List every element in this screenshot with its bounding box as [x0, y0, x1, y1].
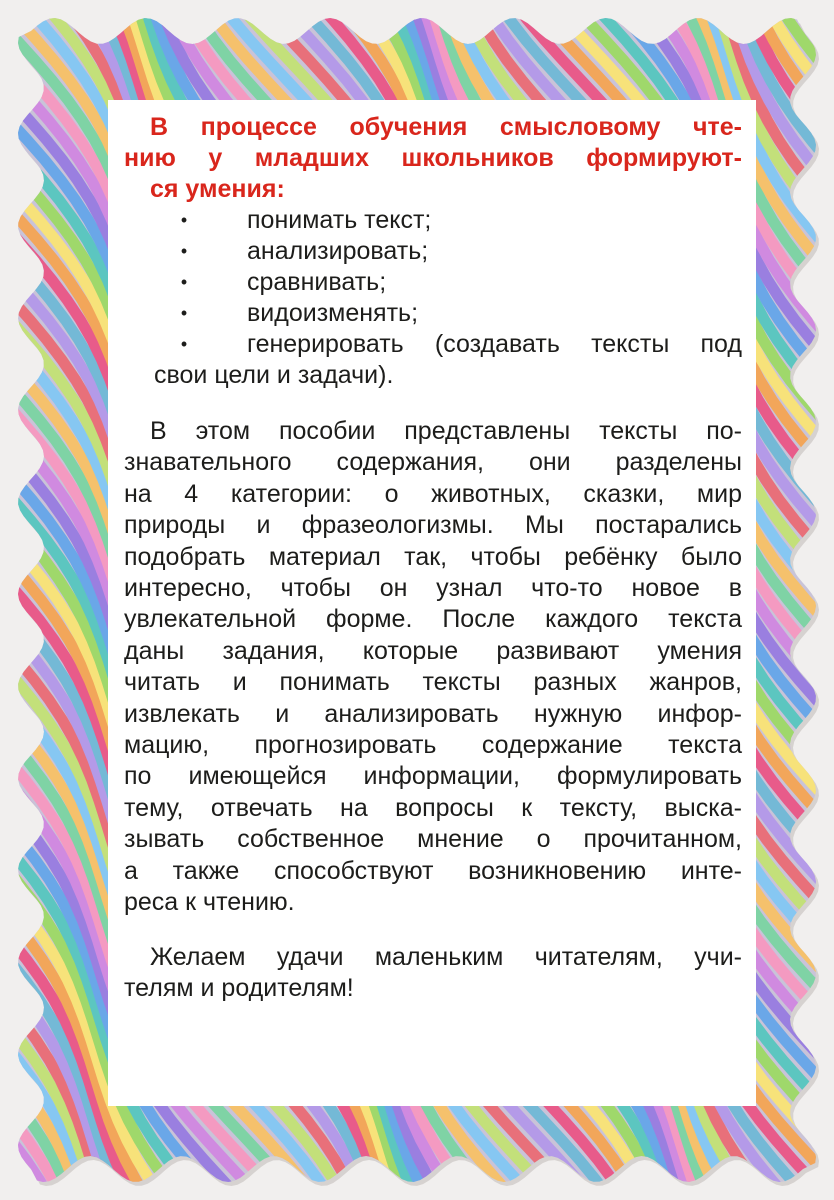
heading-line: В процессе обучения смысловому чте-	[150, 113, 742, 141]
list-item	[124, 329, 742, 360]
list-item	[124, 298, 742, 329]
paragraph-line: телям и родителям!	[124, 974, 354, 1002]
heading-line: ся умения:	[150, 175, 285, 203]
list-item-label: понимать текст;	[247, 206, 432, 234]
list-item-label: видоизменять;	[247, 299, 419, 327]
paragraph-line: Желаем удачи маленьким читателям, учи-	[150, 943, 742, 971]
paragraph-line: даны задания, которые развивают умения	[124, 636, 742, 665]
bullet-icon: •	[180, 272, 188, 292]
paragraph-line: зывать собственное мнение о прочитанном,	[124, 825, 742, 854]
paragraph-line: знавательного содержания, они разделены	[124, 448, 742, 477]
paragraph-line: по имеющейся информации, формулировать	[124, 762, 742, 791]
paragraph-line: В этом пособии представлены тексты по-	[150, 417, 742, 445]
heading	[124, 112, 742, 205]
frame-stripe	[0, 0, 19, 1200]
frame-stripe	[827, 0, 834, 1200]
paragraph-line: реса к чтению.	[124, 888, 295, 917]
list-item	[124, 236, 742, 267]
paragraph-line: извлекать и анализировать нужную инфор-	[124, 699, 742, 728]
paragraph-line: читать и понимать тексты разных жанров,	[124, 668, 742, 697]
list-item	[124, 267, 742, 298]
intro-paragraph	[124, 416, 742, 919]
paragraph-line: мацию, прогнозировать содержание текста	[124, 731, 742, 760]
list-item-label: анализировать;	[247, 237, 429, 265]
list-item-label: сравнивать;	[247, 268, 387, 296]
paragraph-line: тему, отвечать на вопросы к тексту, выска-	[124, 793, 742, 822]
heading-line: нию у младших школьников формируют-	[124, 144, 742, 172]
bullet-icon: •	[180, 241, 188, 261]
paragraph-line: интересно, чтобы он узнал что-то новое в	[124, 574, 742, 603]
skills-list	[124, 205, 742, 391]
frame-stripe	[0, 0, 2, 1200]
list-item-label: генерировать (создавать тексты под	[247, 330, 742, 358]
bullet-icon: •	[180, 303, 188, 323]
list-item	[124, 205, 742, 236]
list-item-continuation: свои цели и задачи).	[154, 361, 394, 389]
paragraph-line: увлекательной форме. После каждого текста	[124, 605, 742, 634]
paragraph-line: подобрать материал так, чтобы ребёнку было	[124, 542, 742, 571]
bullet-icon: •	[180, 334, 188, 354]
paragraph-line: на 4 категории: о животных, сказки, мир	[124, 479, 742, 508]
closing-paragraph	[124, 942, 742, 1004]
bullet-icon: •	[180, 210, 188, 230]
paragraph-line: а также способствуют возникновению инте-	[124, 856, 742, 885]
paragraph-line: природы и фразеологизмы. Мы постарались	[124, 511, 742, 540]
